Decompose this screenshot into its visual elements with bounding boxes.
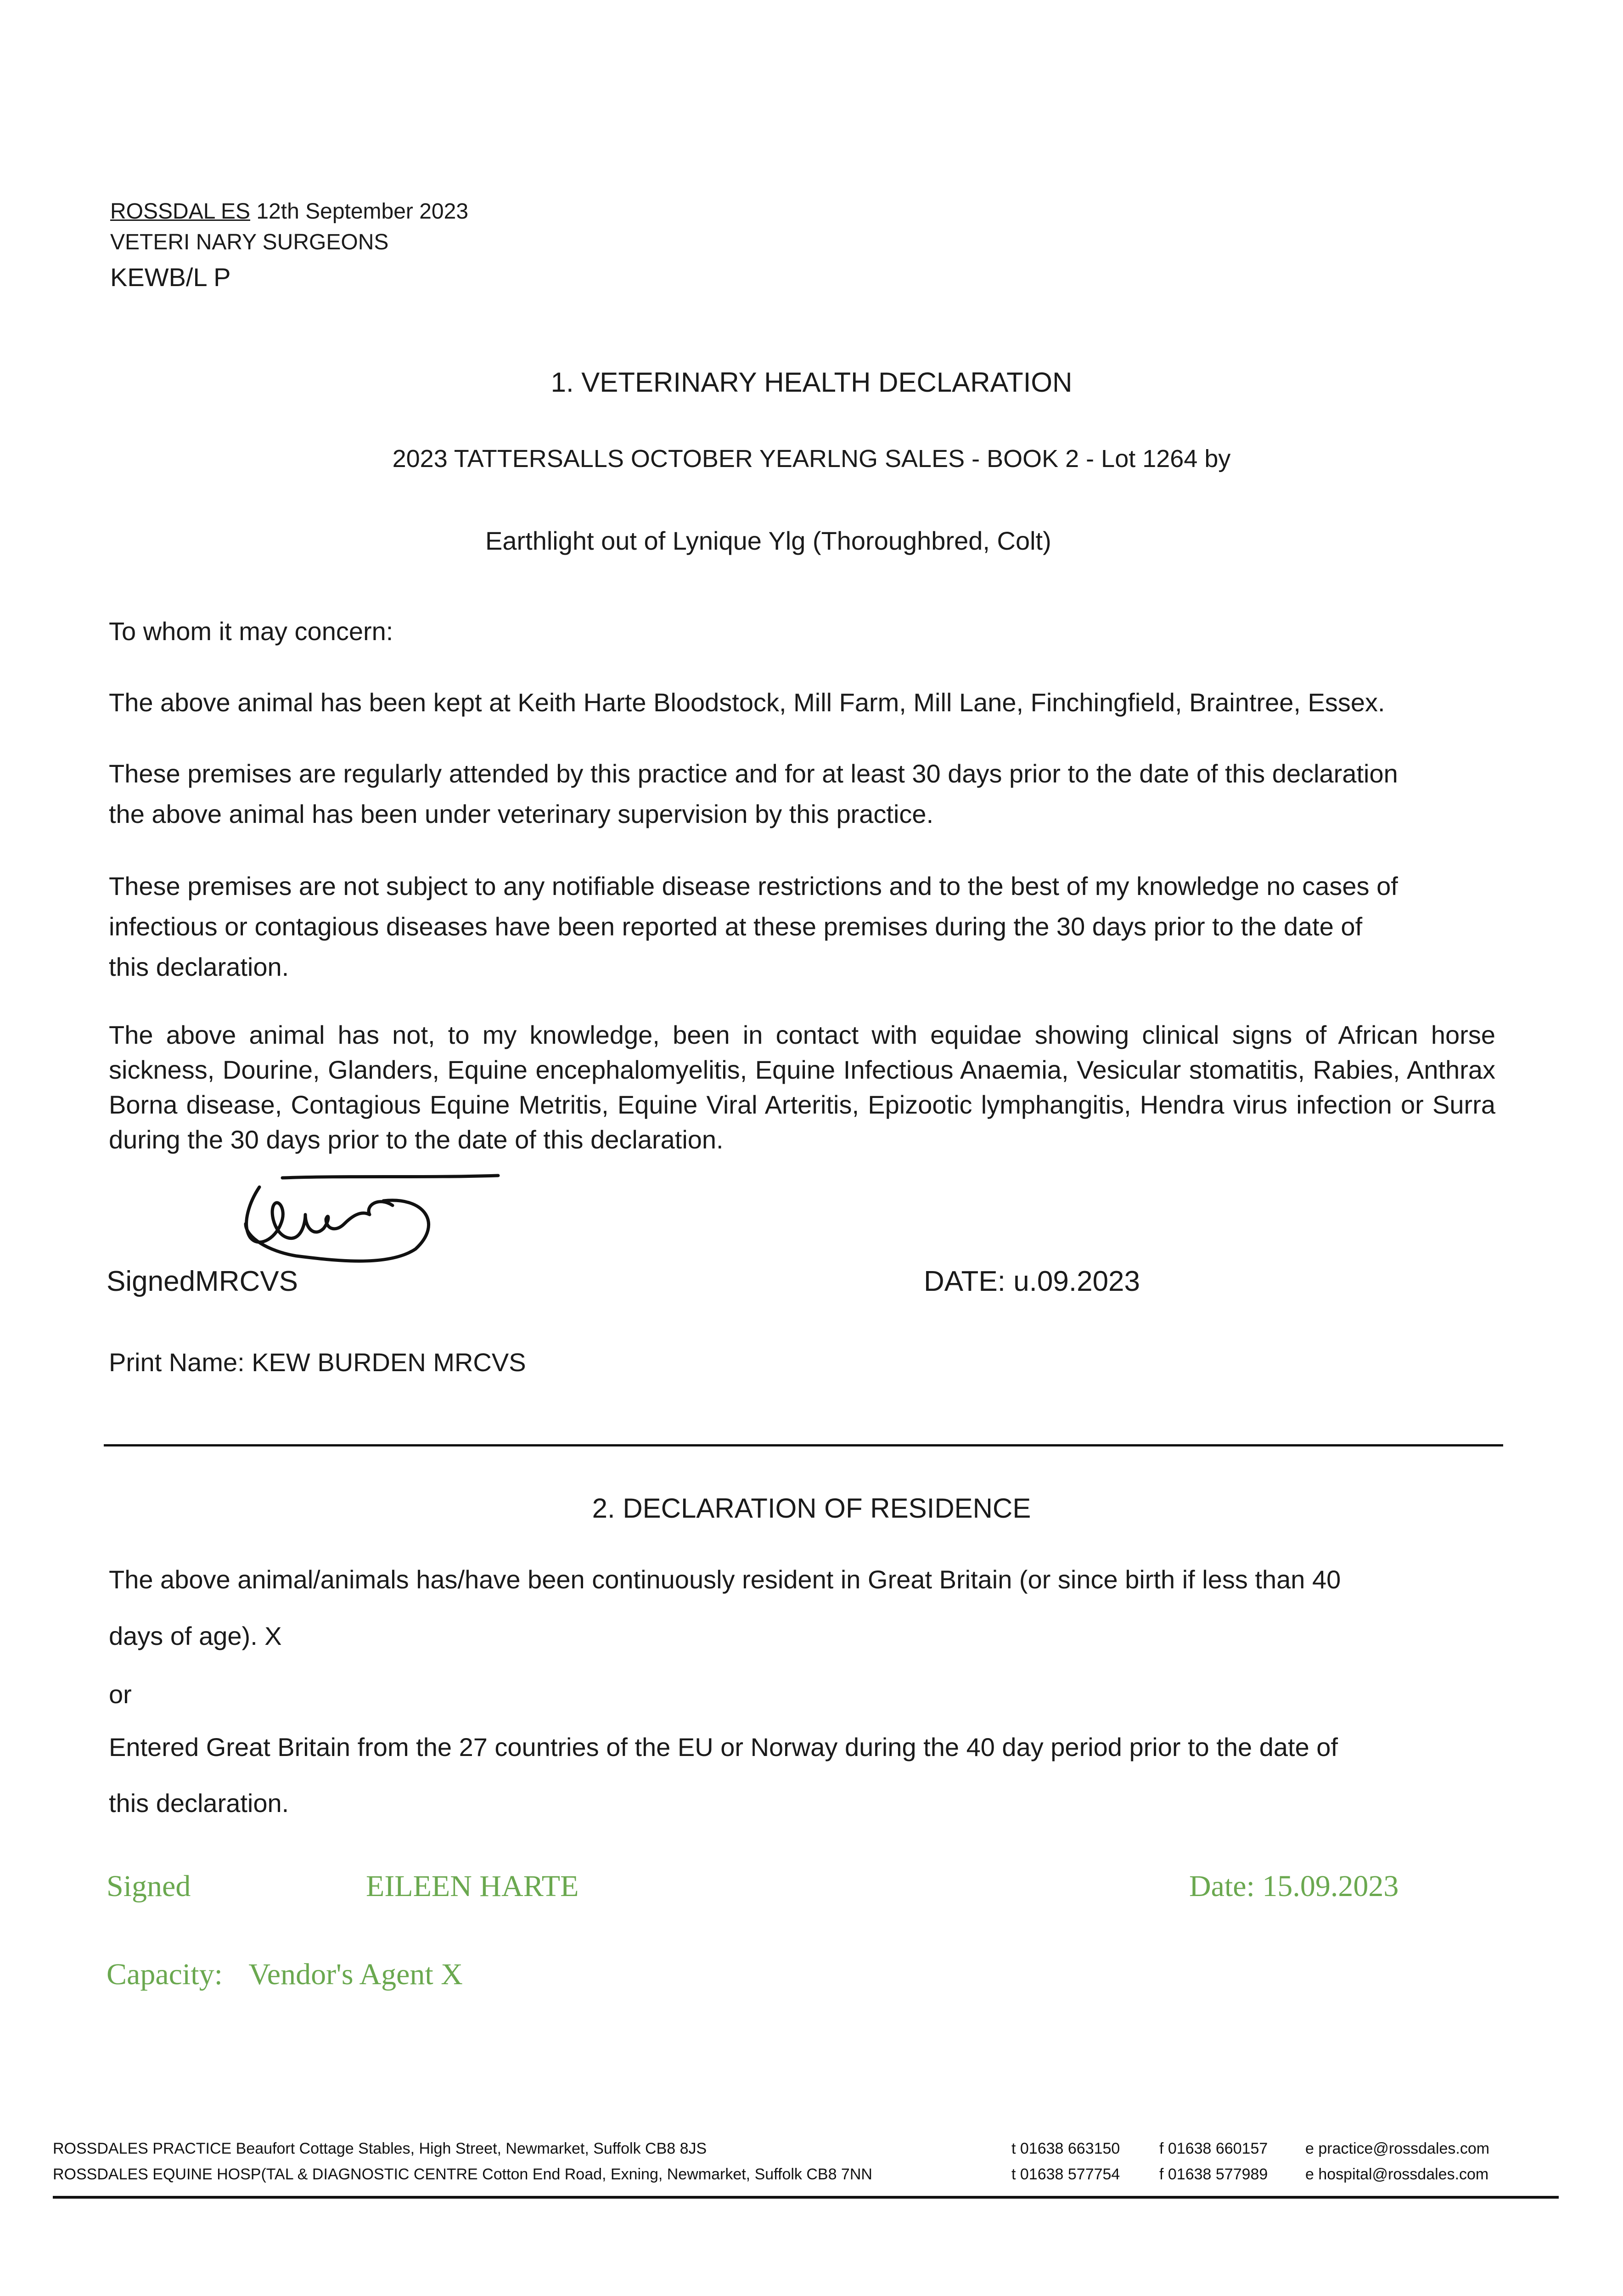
residence-or: or <box>109 1680 132 1709</box>
paragraph-attendance-l1: These premises are regularly attended by this practice and for at least 30 days prior to the date of this declaration <box>109 759 1398 788</box>
print-name: Print Name: KEW BURDEN MRCVS <box>109 1348 526 1377</box>
footer-hospital-fax: f 01638 577989 <box>1159 2166 1268 2183</box>
vet-date: DATE: u.09.2023 <box>924 1266 1140 1297</box>
residence-line3: Entered Great Britain from the 27 countries of the EU or Norway during the 40 day period prior to the date of <box>109 1733 1338 1761</box>
paragraph-disease-l2: infectious or contagious diseases have been reported at these premises during the 30 days prior to the date of <box>109 912 1363 941</box>
vet-signed-label: SignedMRCVS <box>107 1266 298 1297</box>
vet-signature-icon <box>232 1169 517 1270</box>
paragraph-contact: The above animal has not, to my knowledge, been in contact with equidae showing clinical signs of African horse sickness, Dourine, Glanders, Equine encephalomyelitis, Equine Infectious Anaemia, Vesicular stomatitis, Rabies, Anthrax Borna disease, Contagious Equine Metritis, Equine Viral Arteritis, Epizootic lymphangitis, Hendra virus infection or Surra during the 30 days prior to the date of this declaration. <box>109 1020 1495 1154</box>
capacity-label: Capacity: <box>107 1958 223 1991</box>
letter-date: 12th September 2023 <box>256 199 469 224</box>
paragraph-attendance-l2: the above animal has been under veterinary supervision by this practice. <box>109 799 934 828</box>
reference-code: KEWB/L P <box>110 263 231 292</box>
footer-hospital-phone: t 01638 577754 <box>1011 2166 1120 2183</box>
capacity-value: Vendor's Agent X <box>248 1958 463 1991</box>
capacity-line <box>107 1957 463 1992</box>
agent-signed-name: EILEEN HARTE <box>366 1869 579 1903</box>
residence-line4: this declaration. <box>109 1789 289 1818</box>
sale-line: 2023 TATTERSALLS OCTOBER YEARLNG SALES - BOOK 2 - Lot 1264 by <box>392 445 1231 473</box>
paragraph-disease-l1: These premises are not subject to any notifiable disease restrictions and to the best of my knowledge no cases of <box>109 872 1398 900</box>
footer-hospital-email: e hospital@rossdales.com <box>1305 2166 1489 2183</box>
letterhead-line1 <box>110 197 468 226</box>
practice-name: ROSSDAL ES <box>110 199 250 224</box>
animal-line: Earthlight out of Lynique Ylg (Thoroughbred, Colt) <box>485 526 1051 555</box>
footer-practice-fax: f 01638 660157 <box>1159 2140 1268 2157</box>
section-divider <box>104 1444 1503 1446</box>
salutation: To whom it may concern: <box>109 617 393 646</box>
letterhead-subtitle: VETERI NARY SURGEONS <box>110 230 389 254</box>
section1-heading: 1. VETERINARY HEALTH DECLARATION <box>550 367 1073 398</box>
residence-line2: days of age). X <box>109 1621 282 1650</box>
residence-line1: The above animal/animals has/have been continuously resident in Great Britain (or since birth if less than 40 <box>109 1565 1341 1594</box>
section2-heading: 2. DECLARATION OF RESIDENCE <box>592 1493 1031 1524</box>
agent-signed-label: Signed <box>107 1869 191 1903</box>
paragraph-premises: The above animal has been kept at Keith Harte Bloodstock, Mill Farm, Mill Lane, Finchingfield, Braintree, Essex. <box>109 688 1385 717</box>
footer-hospital-address: ROSSDALES EQUINE HOSP(TAL & DIAGNOSTIC CENTRE Cotton End Road, Exning, Newmarket, Suffolk CB8 7NN <box>53 2166 872 2183</box>
footer-practice-address: ROSSDALES PRACTICE Beaufort Cottage Stables, High Street, Newmarket, Suffolk CB8 8JS <box>53 2140 707 2157</box>
footer-practice-phone: t 01638 663150 <box>1011 2140 1120 2157</box>
paragraph-disease-l3: this declaration. <box>109 952 289 981</box>
footer-rule <box>53 2196 1559 2199</box>
agent-date: Date: 15.09.2023 <box>1189 1869 1399 1903</box>
footer-practice-email: e practice@rossdales.com <box>1305 2140 1490 2157</box>
